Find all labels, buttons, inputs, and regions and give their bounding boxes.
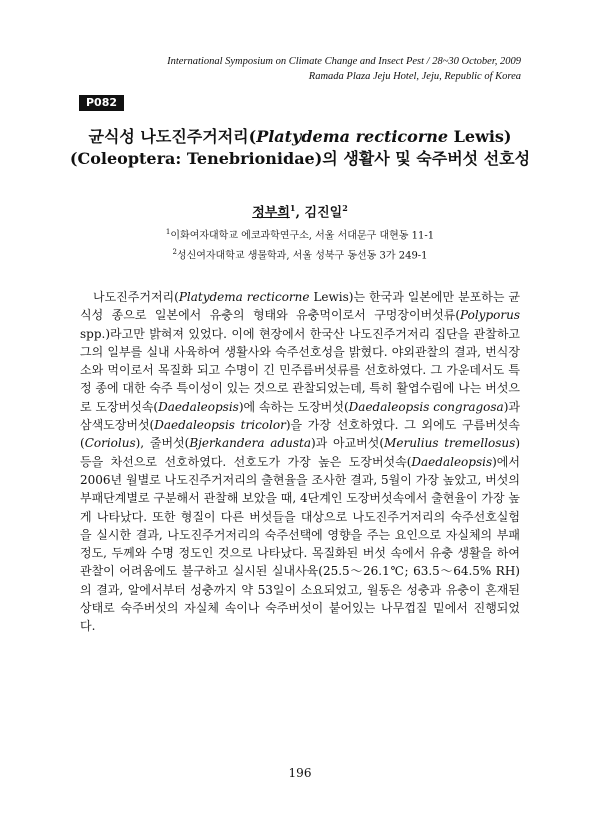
abstract-text: spp.)라고만 밝혀져 있었다. 이에 현장에서 한국산 나도진주거저리 집단을 관찰하고 그의 일부를 실내 사육하여 생활사와 숙주선호성을 밝혔다. 야외관찰의 결과, 번식장소와 먹이로서 목질화 되고 수명이 긴 민주름버섯류를 선호하였다. 그 가운데서도 특정 종에 대한 숙주 특이성이 있는 것으로 관찰되었는데, 특히 활엽수림에 나는 버섯으로 도장버섯속( <box>80 326 520 414</box>
title-text: Lewis) <box>448 127 512 146</box>
abstract-text: ) 등을 차선으로 선호하였다. 선호도가 가장 높은 도장버섯속( <box>80 436 520 469</box>
author-2-affiliation-mark: 2 <box>342 203 348 213</box>
abstract-text: )과 삼색도장버섯( <box>80 399 520 433</box>
title-line1 <box>60 126 540 148</box>
conference-header <box>81 54 521 84</box>
species-name: Daedaleopsis <box>158 399 239 414</box>
paper-title <box>60 126 540 170</box>
author-1: 정부희 <box>252 205 290 221</box>
species-name: Coriolus <box>84 436 136 451</box>
title-species-italic: Platydema recticorne <box>256 127 449 146</box>
affiliation-text: 성신여자대학교 생물학과, 서울 성북구 동선동 3가 249-1 <box>176 250 428 262</box>
abstract-paragraph <box>80 288 520 636</box>
species-name: Daedaleopsis <box>411 454 493 469</box>
affiliation-mark: 2 <box>172 248 177 257</box>
species-name: Polyporus <box>460 308 520 323</box>
abstract-text: )을 가장 선호하였다. 그 외에도 구름버섯속( <box>80 418 520 451</box>
species-name: Merulius tremellosus <box>384 436 516 451</box>
title-text: 균식성 나도진주거저리( <box>88 127 257 146</box>
affiliations <box>100 224 500 265</box>
abstract-text: )에서 2006년 월별로 나도진주거저리의 출현율을 조사한 결과, 5월이 가장 높았고, 버섯의 부패단계별로 구분해서 관찰해 보았을 때, 4단계인 도장버섯속에서 출현율이 가장 높게 나타났다. 또한 형질이 다른 버섯들을 대상으로 나도진주거저리의 숙주선호실험을 실시한 결과, 나도진주거저리의 숙주선택에 영향을 주는 요인으로 자실체의 부패정도, 두께와 수명 정도인 것으로 나타났다. 목질화된 버섯 속에서 유충 생활을 하여 관찰이 어려움에도 불구하고 실시된 실내사육(25.5～26.1℃; 63.5～64.5% RH)의 결과, 알에서부터 성충까지 약 53일이 소요되었고, 월동은 성충과 유충이 혼재된 상태로 숙주버섯의 자실체 속이나 숙주버섯이 붙어있는 나무껍질 밑에서 진행되었다. <box>80 454 520 634</box>
abstract-text: Lewis)는 한국과 일본에만 분포하는 균식성 종으로 일본에서 유충의 형태와 유충먹이로서 구멍장이버섯류( <box>80 290 520 323</box>
author-separator: , <box>295 205 305 221</box>
abstract-text: )에 속하는 도장버섯( <box>238 399 349 414</box>
species-name: Platydema recticorne <box>178 290 310 304</box>
abstract-text: ), 줄버섯( <box>135 436 190 451</box>
species-name: Daedaleopsis tricolor <box>154 418 286 433</box>
page-number: 196 <box>288 766 312 780</box>
conference-header-line2: Ramada Plaza Jeju Hotel, Jeju, Republic of Korea <box>308 71 521 82</box>
affiliation-mark: 1 <box>165 228 171 236</box>
poster-id-badge: P082 <box>79 95 124 111</box>
abstract-text: 나도진주거저리( <box>93 290 179 304</box>
author-list <box>100 199 500 222</box>
abstract-body <box>80 288 520 636</box>
abstract-text: )과 아교버섯( <box>310 436 385 451</box>
affiliation-2 <box>100 244 500 264</box>
title-line2: (Coleoptera: Tenebrionidae)의 생활사 및 숙주버섯 선호성 <box>69 149 531 168</box>
affiliation-text: 이화여자대학교 에코과학연구소, 서울 서대문구 대현동 11-1 <box>170 230 435 242</box>
species-name: Daedaleopsis congragosa <box>348 399 504 414</box>
conference-header-line1: International Symposium on Climate Change and Insect Pest / 28~30 October, 2009 <box>167 56 521 67</box>
affiliation-1 <box>100 224 500 244</box>
author-2: 김진일 <box>304 205 343 221</box>
species-name: Bjerkandera adusta <box>189 436 311 451</box>
author-1-affiliation-mark: 1 <box>289 203 296 213</box>
